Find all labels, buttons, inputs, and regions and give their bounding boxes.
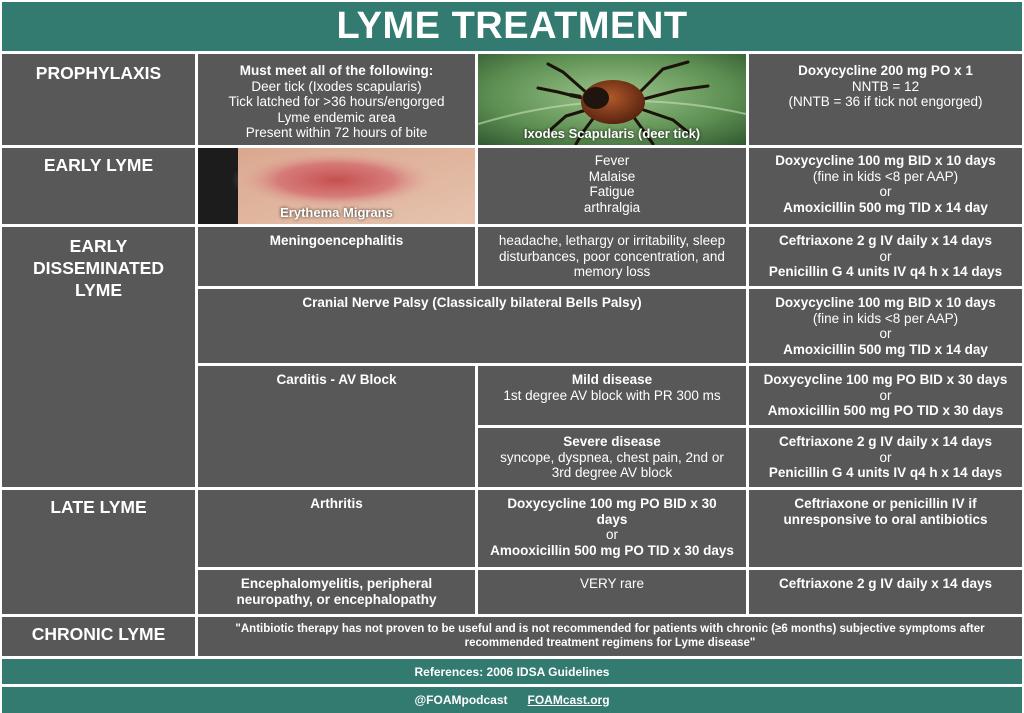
row-label-chronic-lyme (2, 617, 195, 656)
carditis-name (198, 366, 475, 487)
frequency-text: VERY rare (579, 576, 645, 591)
treatment-note: (fine in kids <8 per AAP) (812, 168, 959, 184)
treatment-or: or (879, 326, 892, 341)
arthritis-name (198, 490, 475, 567)
row-label-late-lyme (2, 490, 195, 614)
treatment-drug: Amoxicillin 500 mg TID x 14 day (783, 341, 988, 357)
prophylaxis-treatment (749, 54, 1022, 145)
condition-name: Carditis - AV Block (276, 372, 397, 387)
meningoencephalitis-treatment (749, 227, 1022, 286)
treatment-drug: Ceftriaxone 2 g IV daily x 14 days (778, 233, 993, 248)
early-treatment (749, 148, 1022, 224)
treatment-drug: Doxycycline 200 mg PO x 1 (798, 63, 973, 78)
row-label-early-lyme (2, 148, 195, 224)
cranial-nerve-palsy-treatment (749, 289, 1022, 363)
severity-title: Severe disease (563, 434, 661, 449)
treatment-drug: Amooxicillin 500 mg PO TID x 30 days (490, 542, 734, 558)
severity-desc: syncope, dyspnea, chest pain, 2nd or (500, 449, 724, 465)
carditis-mild-treatment (749, 366, 1022, 425)
alternative-line: Ceftriaxone or penicillin IV if (794, 496, 977, 511)
treatment-drug: Doxycycline 100 mg BID x 10 days (775, 295, 996, 310)
carditis-severe (478, 428, 746, 487)
treatment-drug: Doxycycline 100 mg PO BID x 30 (507, 496, 717, 511)
treatment-drug: days (596, 511, 628, 527)
disseminated-label: LYME (74, 280, 122, 300)
disseminated-label: DISSEMINATED (33, 258, 164, 278)
symptom: Malaise (588, 168, 636, 184)
carditis-severe-treatment (749, 428, 1022, 487)
early-label: EARLY LYME (43, 155, 154, 175)
chronic-quote (198, 617, 1022, 656)
row-label-prophylaxis (2, 54, 195, 145)
condition-name: Meningoencephalitis (269, 233, 404, 248)
late-label: LATE LYME (50, 497, 147, 517)
treatment-drug: Amoxicillin 500 mg TID x 14 day (783, 199, 988, 215)
treatment-drug: Doxycycline 100 mg PO BID x 30 days (763, 372, 1008, 387)
meningoencephalitis-name (198, 227, 475, 286)
twitter-handle: @FOAMpodcast (414, 693, 508, 707)
symptom: Fever (594, 153, 630, 168)
severity-desc: 3rd degree AV block (551, 465, 673, 480)
treatment-or: or (879, 449, 892, 465)
deer-tick-photo (478, 54, 746, 145)
criteria-heading: Must meet all of the following: (239, 63, 434, 78)
quote-line: recommended treatment regimens for Lyme disease" (464, 637, 756, 649)
website-link[interactable]: FOAMcast.org (527, 693, 610, 707)
treatment-drug: Penicillin G 4 units IV q4 h x 14 days (768, 264, 1003, 279)
criteria-item: Present within 72 hours of bite (245, 125, 428, 140)
prophylaxis-label: PROPHYLAXIS (35, 63, 162, 83)
neuro-late-treatment (749, 570, 1022, 614)
treatment-drug: Ceftriaxone 2 g IV daily x 14 days (778, 576, 993, 591)
quote-line: "Antibiotic therapy has not proven to be useful and is not recommended for patients with chronic (≥6 months) subjective symptoms after (235, 623, 985, 635)
condition-name: neuropathy, or encephalopathy (236, 591, 437, 607)
severity-title: Mild disease (571, 372, 653, 387)
alternative-line: unresponsive to oral antibiotics (783, 511, 988, 527)
treatment-nntb-note: (NNTB = 36 if tick not engorged) (788, 94, 983, 109)
tick-caption: Ixodes Scapularis (deer tick) (523, 125, 701, 141)
erythema-migrans-photo (198, 148, 475, 224)
neuro-late-frequency (478, 570, 746, 614)
symptom-line: disturbances, poor concentration, and (499, 248, 725, 264)
row-label-early-disseminated (2, 227, 195, 487)
symptom: Fatigue (589, 184, 635, 199)
neuro-late-name (198, 570, 475, 614)
arthritis-alternative (749, 490, 1022, 567)
treatment-note: (fine in kids <8 per AAP) (812, 310, 959, 326)
criteria-item: Lyme endemic area (277, 109, 396, 125)
symptom-line: memory loss (573, 264, 651, 279)
carditis-mild (478, 366, 746, 425)
condition-name: Arthritis (310, 496, 363, 511)
treatment-drug: Doxycycline 100 mg BID x 10 days (775, 153, 996, 168)
treatment-drug: Ceftriaxone 2 g IV daily x 14 days (778, 434, 993, 449)
cranial-nerve-palsy-name (198, 289, 746, 363)
meningoencephalitis-symptoms (478, 227, 746, 286)
treatment-or: or (879, 184, 892, 199)
condition-name: Encephalomyelitis, peripheral (240, 576, 433, 591)
arthritis-treatment (478, 490, 746, 567)
condition-name: Cranial Nerve Palsy (Classically bilateral Bells Palsy) (302, 295, 642, 310)
erythema-caption: Erythema Migrans (280, 204, 393, 220)
severity-desc: 1st degree AV block with PR 300 ms (503, 387, 721, 403)
credits-bar (2, 687, 1022, 713)
page-title: LYME TREATMENT (2, 2, 1022, 51)
treatment-nntb: NNTB = 12 (851, 78, 920, 94)
disseminated-label: EARLY (69, 236, 128, 256)
references-bar (2, 659, 1022, 684)
treatment-or: or (879, 387, 892, 403)
criteria-item: Deer tick (Ixodes scapularis) (251, 78, 422, 94)
references-text: References: 2006 IDSA Guidelines (414, 664, 610, 679)
early-symptoms (478, 148, 746, 224)
treatment-drug: Penicillin G 4 units IV q4 h x 14 days (768, 465, 1003, 480)
symptom-line: headache, lethargy or irritability, sleep (498, 233, 726, 248)
treatment-drug: Amoxicillin 500 mg PO TID x 30 days (767, 403, 1004, 418)
criteria-item: Tick latched for >36 hours/engorged (228, 94, 445, 109)
prophylaxis-criteria (198, 54, 475, 145)
chronic-label: CHRONIC LYME (31, 624, 166, 644)
treatment-or: or (605, 527, 618, 542)
symptom: arthralgia (583, 199, 641, 215)
treatment-or: or (879, 248, 892, 264)
